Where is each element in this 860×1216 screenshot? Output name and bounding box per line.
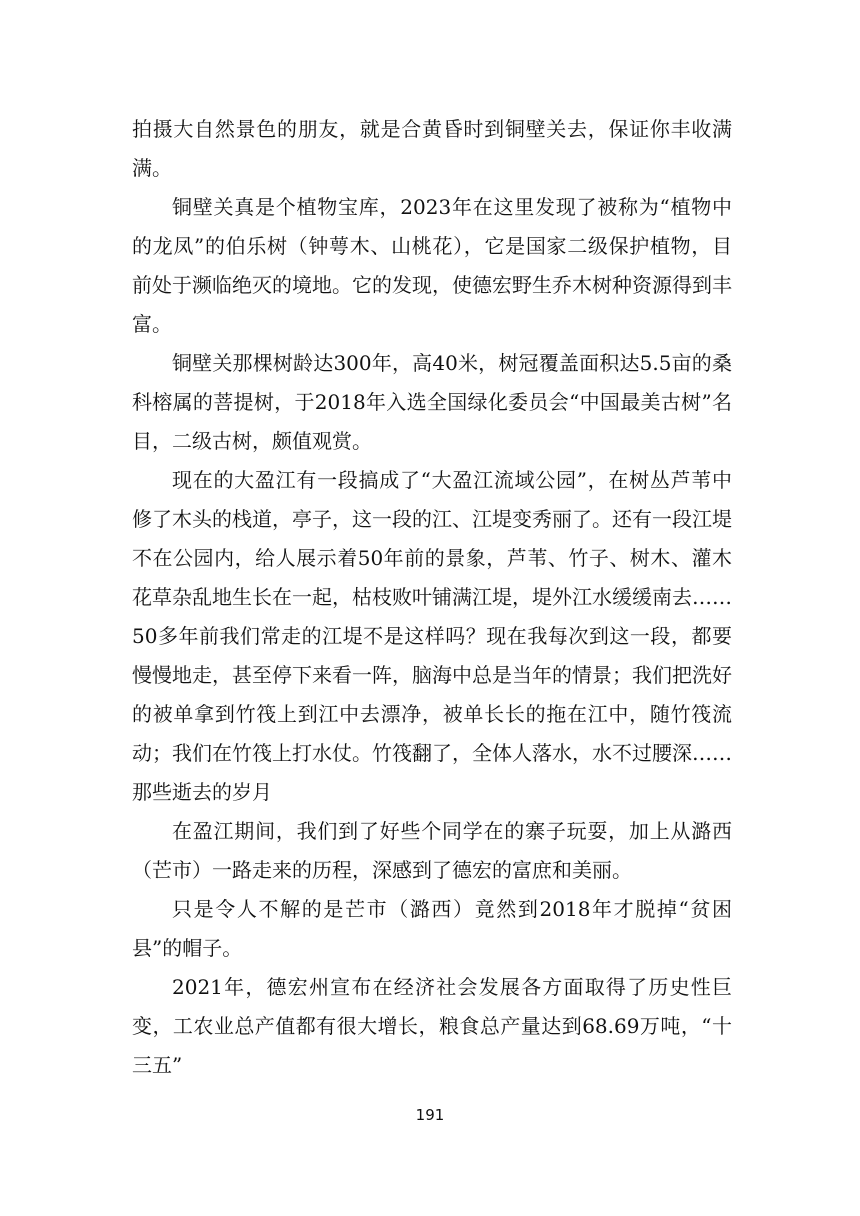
- page-number: 191: [415, 1106, 445, 1124]
- paragraph: 只是令人不解的是芒市（潞西）竟然到2018年才脱掉“贫困县”的帽子。: [132, 897, 732, 960]
- paragraph: 在盈江期间，我们到了好些个同学在的寨子玩耍，加上从潞西（芒市）一路走来的历程，深感到了德宏的富庶和美丽。: [132, 819, 732, 882]
- body-text: [132, 110, 732, 1085]
- paragraph: 铜壁关那棵树龄达300年，高40米，树冠覆盖面积达5.5亩的桑科榕属的菩提树，于2018年入选全国绿化委员会“中国最美古树”名目，二级古树，颇值观赏。: [132, 351, 732, 453]
- paragraph: 铜壁关真是个植物宝库，2023年在这里发现了被称为“植物中的龙凤”的伯乐树（钟萼木、山桃花），它是国家二级保护植物，目前处于濒临绝灭的境地。它的发现，使德宏野生乔木树种资源得到丰富。: [132, 195, 732, 336]
- paragraph: 2021年，德宏州宣布在经济社会发展各方面取得了历史性巨变，工农业总产值都有很大增长，粮食总产量达到68.69万吨，“十三五”: [132, 975, 732, 1077]
- paragraph: 现在的大盈江有一段搞成了“大盈江流域公园”，在树丛芦苇中修了木头的栈道，亭子，这一段的江、江堤变秀丽了。还有一段江堤不在公园内，给人展示着50年前的景象，芦苇、竹子、树木、灌木花草杂乱地生长在一起，枯枝败叶铺满江堤，堤外江水缓缓南去……50多年前我们常走的江堤不是这样吗？现在我每次到这一段，都要慢慢地走，甚至停下来看一阵，脑海中总是当年的情景；我们把洗好的被单拿到竹筏上到江中去漂净，被单长长的拖在江中，随竹筏流动；我们在竹筏上打水仗。竹筏翻了，全体人落水，水不过腰深……那些逝去的岁月: [132, 468, 732, 804]
- paragraph-continued: 拍摄大自然景色的朋友，就是合黄昏时到铜壁关去，保证你丰收满满。: [132, 117, 732, 180]
